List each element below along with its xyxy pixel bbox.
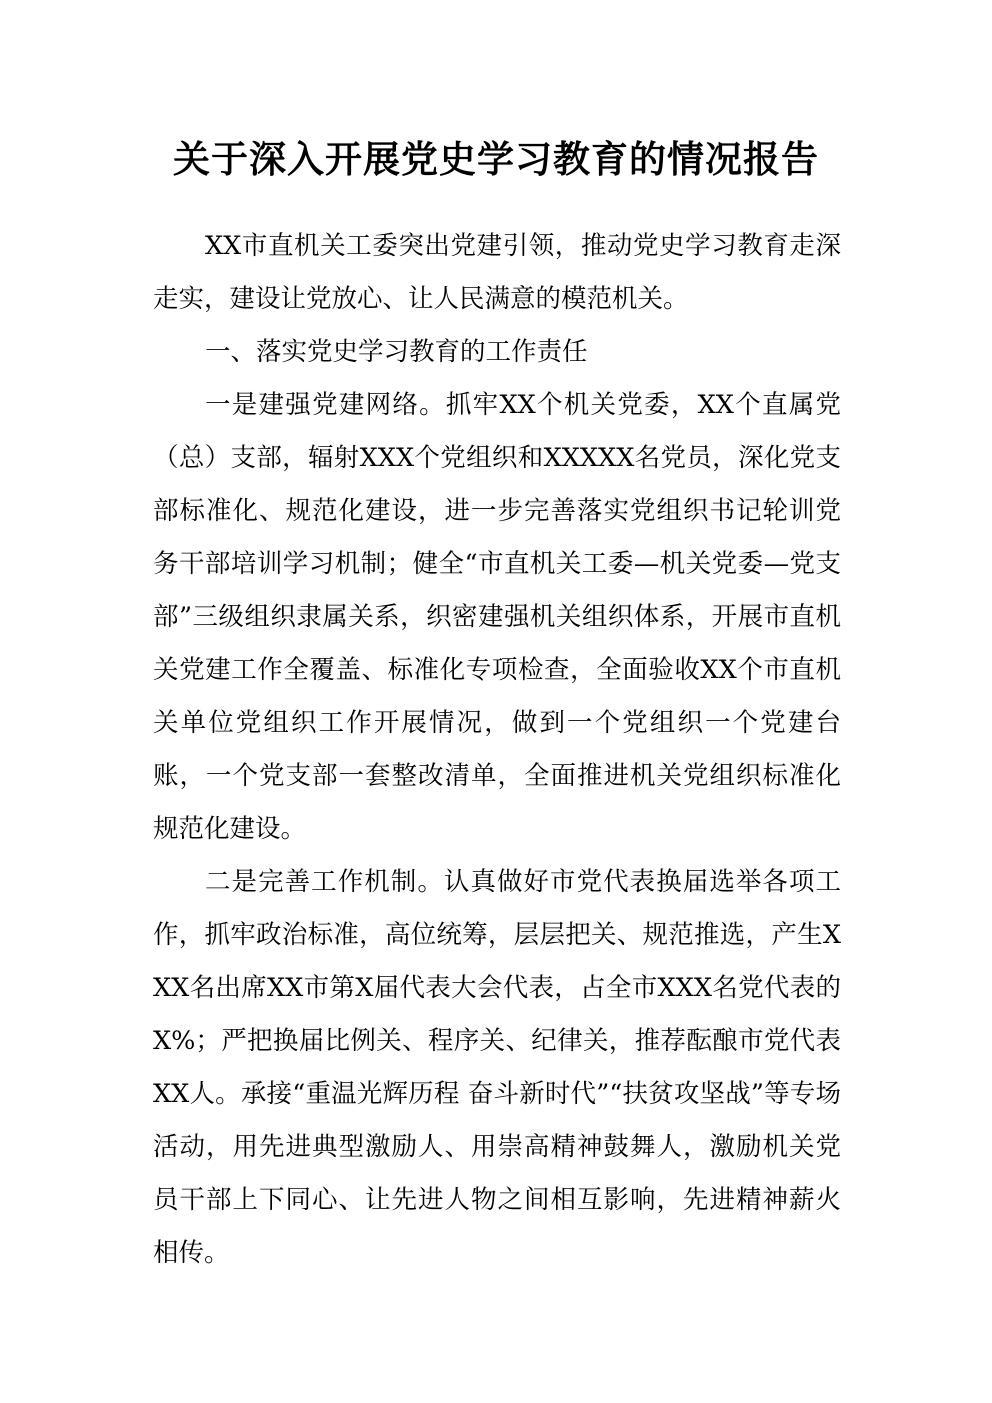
intro-paragraph: XX市直机关工委突出党建引领，推动党史学习教育走深走实，建设让党放心、让人民满意的模范机关。	[153, 231, 841, 314]
document-body	[153, 220, 841, 1280]
section-heading: 一、落实党史学习教育的工作责任	[205, 337, 588, 367]
document-title: 关于深入开展党史学习教育的情况报告	[173, 138, 819, 181]
body-paragraph: 一是建强党建网络。抓牢XX个机关党委，XX个直属党（总）支部，辐射XXX个党组织和XXXXX名党员，深化党支部标准化、规范化建设，进一步完善落实党组织书记轮训党务干部培训学习机制；健全“市直机关工委—机关党委—党支部”三级组织隶属关系，织密建强机关组织体系，开展市直机关党建工作全覆盖、标准化专项检查，全面验收XX个市直机关单位党组织工作开展情况，做到一个党组织一个党建台账，一个党支部一套整改清单，全面推进机关党组织标准化规范化建设。	[153, 390, 841, 844]
body-paragraph: 二是完善工作机制。认真做好市党代表换届选举各项工作，抓牢政治标准，高位统筹，层层把关、规范推选，产生XXX名出席XX市第X届代表大会代表，占全市XXX名党代表的X%；严把换届比例关、程序关、纪律关，推荐酝酿市党代表XX人。承接“重温光辉历程 奋斗新时代”“扶贫攻坚战”等专场活动，用先进典型激励人、用崇高精神鼓舞人，激励机关党员干部上下同心、让先进人物之间相互影响，先进精神薪火相传。	[153, 867, 841, 1268]
